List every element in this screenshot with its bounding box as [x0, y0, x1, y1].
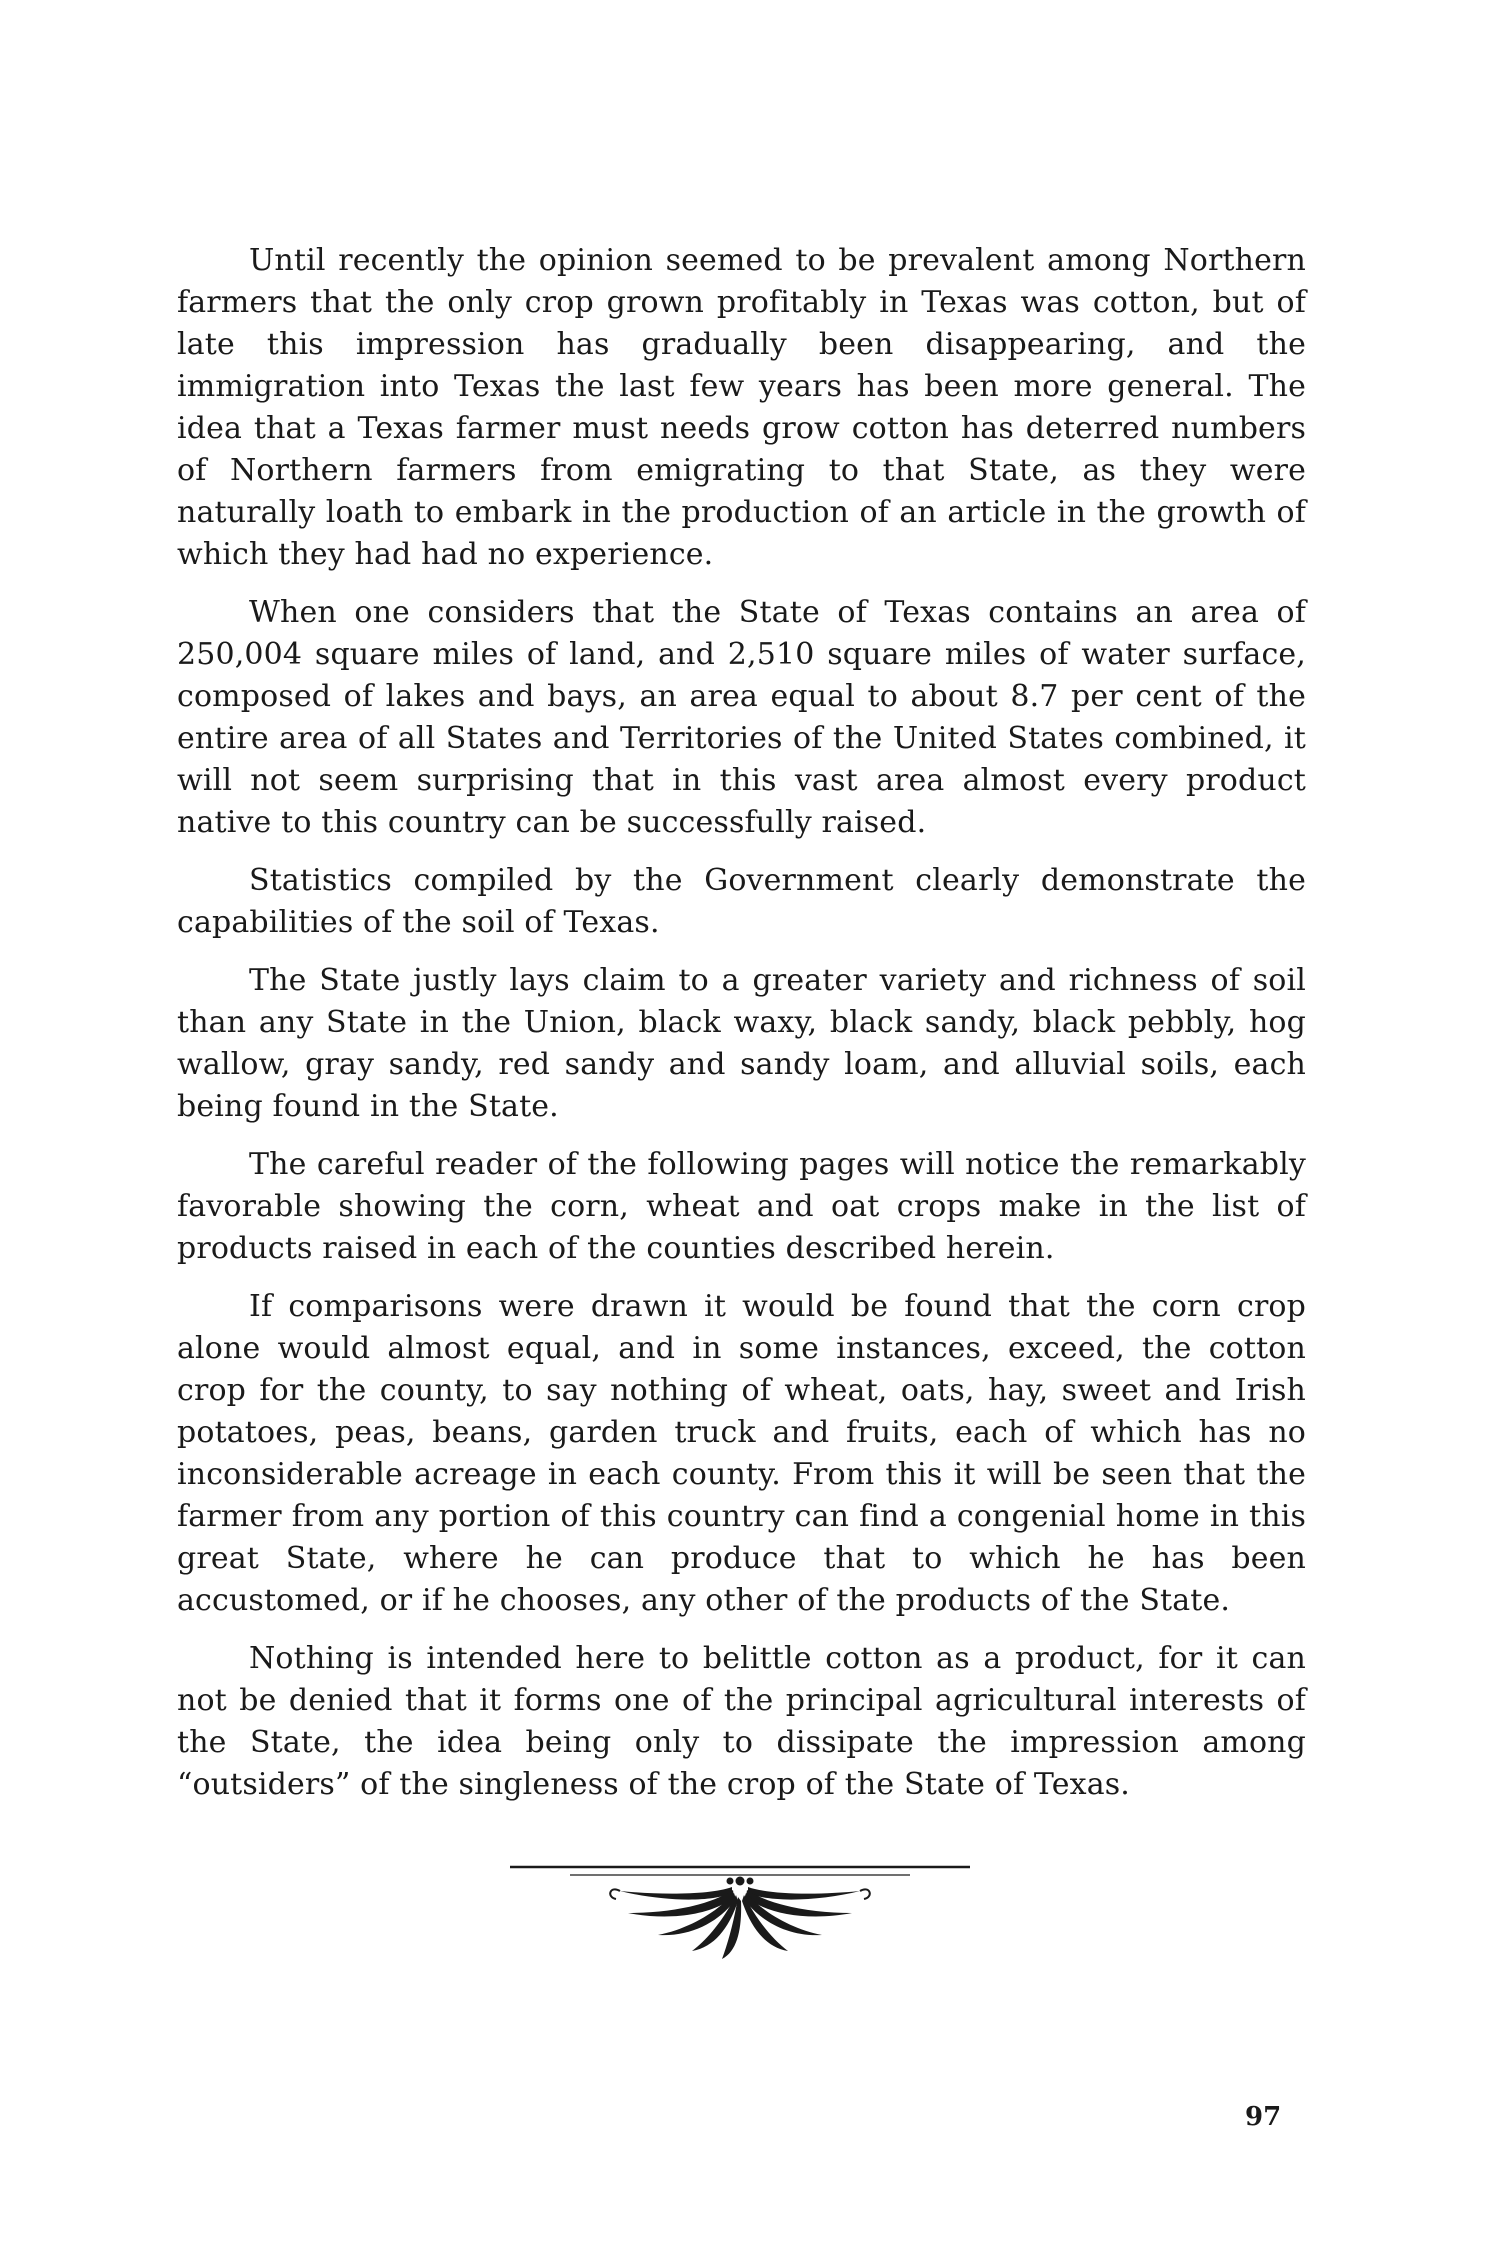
paragraph-4: The State justly lays claim to a greater variety and richness of soil than any State in the Union, black waxy, black sandy, black pebbly, hog wallow, gray sandy, red sandy and sandy loam, and alluvial soils, each being found in the State. [177, 963, 1306, 1124]
page-number: 97 [1245, 2102, 1282, 2132]
paragraph-3: Statistics compiled by the Government clearly demonstrate the capabilities of the soil of Texas. [177, 863, 1306, 940]
paragraph-2: When one considers that the State of Texas contains an area of 250,004 square miles of land, and 2,510 square miles of water surface, composed of lakes and bays, an area equal to about 8.7 per cent of the entire area of all States and Territories of the United States combined, it will not seem surprising that in this vast area almost every product native to this country can be successfully raised. [177, 595, 1306, 840]
body-text [177, 240, 1306, 1822]
paragraph-5: The careful reader of the following pages will notice the remarkably favorable showing the corn, wheat and oat crops make in the list of products raised in each of the counties described herein. [177, 1147, 1306, 1266]
paragraph-7: Nothing is intended here to belittle cotton as a product, for it can not be denied that it forms one of the principal agricultural interests of the State, the idea being only to dissipate the impression among “outsiders” of the singleness of the crop of the State of Texas. [177, 1641, 1306, 1802]
fan-ornament-icon [510, 1855, 970, 1965]
paragraph-6: If comparisons were drawn it would be found that the corn crop alone would almost equal, and in some instances, exceed, the cotton crop for the county, to say nothing of wheat, oats, hay, sweet and Irish potatoes, peas, beans, garden truck and fruits, each of which has no inconsiderable acreage in each county. From this it will be seen that the farmer from any portion of this country can find a congenial home in this great State, where he can produce that to which he has been accustomed, or if he chooses, any other of the products of the State. [177, 1289, 1306, 1618]
paragraph-1: Until recently the opinion seemed to be prevalent among Northern farmers that the only crop grown profitably in Texas was cotton, but of late this impression has gradually been disappearing, and the immigration into Texas the last few years has been more general. The idea that a Texas farmer must needs grow cotton has deterred numbers of Northern farmers from emigrating to that State, as they were naturally loath to embark in the production of an article in the growth of which they had had no experience. [177, 243, 1306, 572]
